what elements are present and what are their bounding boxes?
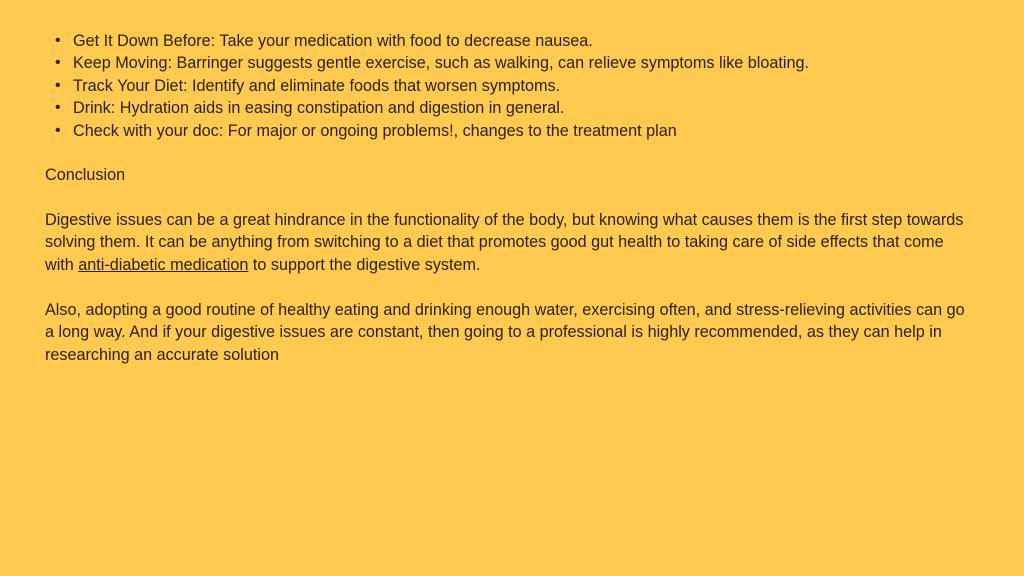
bullet-icon: • (55, 99, 61, 117)
bullet-icon: • (55, 32, 61, 49)
list-item-text: Track Your Diet: Identify and eliminate foods that worsen symptoms. (73, 76, 561, 95)
tips-list (55, 30, 975, 142)
list-item-text: Get It Down Before: Take your medication with food to decrease nausea. (73, 32, 593, 50)
list-item-text: Check with your doc: For major or ongoing problems!, changes to the treatment plan (73, 121, 677, 140)
list-item-text: Keep Moving: Barringer suggests gentle exercise, such as walking, can relieve symptoms like bloating. (73, 54, 809, 73)
list-item (55, 97, 975, 119)
paragraph-text: to support the digestive system. (248, 255, 481, 274)
bullet-icon: • (55, 54, 61, 72)
conclusion-heading: Conclusion (45, 166, 126, 184)
anti-diabetic-medication-link[interactable]: anti-diabetic medication (78, 255, 249, 274)
paragraph-text: Digestive issues can be a great hindrance in the functionality of the body, but knowing what causes them is the first step towards solving them. It can be anything from switching to a diet that promotes good gut health to taking care of side effects that come with (45, 211, 964, 274)
bullet-icon: • (55, 121, 61, 139)
conclusion-paragraph-1 (45, 209, 975, 276)
list-item-text: Drink: Hydration aids in easing constipation and digestion in general. (73, 99, 565, 118)
bullet-icon: • (55, 76, 61, 94)
conclusion-paragraph-2: Also, adopting a good routine of healthy eating and drinking enough water, exercising often, and stress-relieving activities can go a long way. And if your digestive issues are constant, then going to a professional is highly recommended, as they can help in researching an accurate solution (45, 301, 965, 364)
list-item (55, 120, 975, 142)
list-item (55, 75, 975, 97)
list-item (55, 30, 975, 52)
list-item (55, 52, 975, 74)
